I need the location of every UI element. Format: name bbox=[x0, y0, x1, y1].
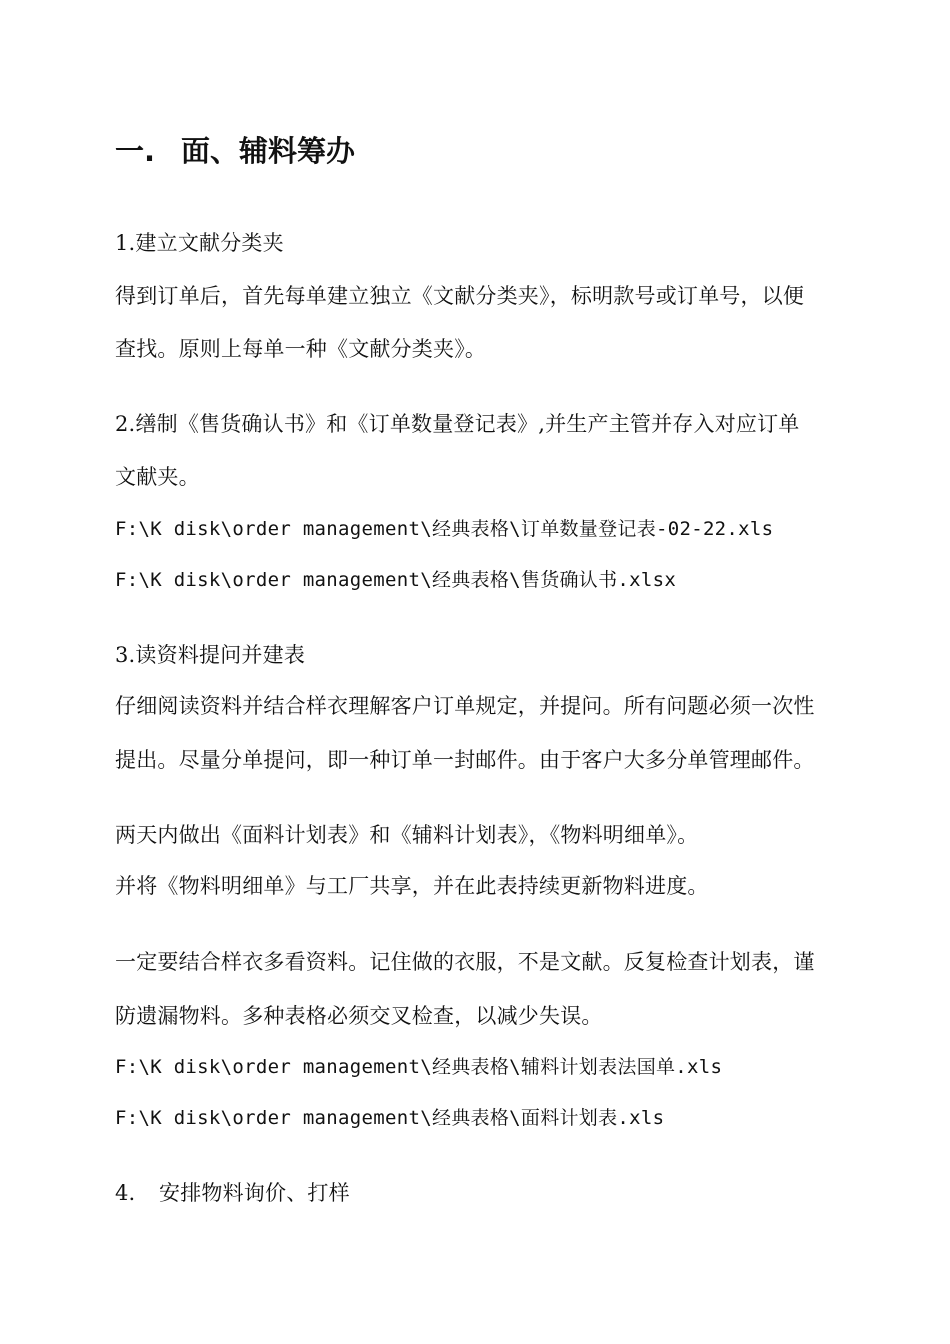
section-4-title bbox=[115, 1179, 350, 1207]
heading-number: 一. bbox=[115, 134, 156, 168]
section-3-paragraph-line-6: 防遗漏物料。多种表格必须交叉检查，以减少失误。 bbox=[115, 1004, 603, 1028]
section-3-paragraph-line-4: 并将《物料明细单》与工厂共享，并在此表持续更新物料进度。 bbox=[115, 874, 709, 898]
section-3-paragraph-line-3: 两天内做出《面料计划表》和《辅料计划表》，《物料明细单》。 bbox=[115, 823, 699, 847]
section-2-file-path-1: F:\K disk\order management\经典表格\订单数量登记表-02-22.xls bbox=[115, 518, 774, 540]
section-3-paragraph-line-5: 一定要结合样衣多看资料。记住做的衣服，不是文献。反复检查计划表，谨 bbox=[115, 950, 815, 974]
section-2-title: 2.缮制《售货确认书》和《订单数量登记表》,并生产主管并存入对应订单 bbox=[115, 412, 800, 436]
heading-title: 面、辅料筹办 bbox=[181, 134, 356, 168]
section-2-paragraph-line-1: 文献夹。 bbox=[115, 465, 200, 489]
section-4-title-text: 安排物料询价、打样 bbox=[159, 1181, 350, 1205]
section-4-number: 4. bbox=[115, 1181, 136, 1205]
section-2-file-path-2: F:\K disk\order management\经典表格\售货确认书.xlsx bbox=[115, 569, 677, 591]
section-1-title: 1.建立文献分类夹 bbox=[115, 231, 284, 255]
section-3-paragraph-line-2: 提出。尽量分单提问，即一种订单一封邮件。由于客户大多分单管理邮件。 bbox=[115, 748, 815, 772]
section-1-paragraph-line-1: 得到订单后，首先每单建立独立《文献分类夹》，标明款号或订单号，以便 bbox=[115, 284, 805, 308]
section-3-title: 3.读资料提问并建表 bbox=[115, 643, 306, 667]
section-3-file-path-2: F:\K disk\order management\经典表格\面料计划表.xls bbox=[115, 1107, 665, 1129]
section-3-paragraph-line-1: 仔细阅读资料并结合样衣理解客户订单规定，并提问。所有问题必须一次性 bbox=[115, 694, 815, 718]
section-1-paragraph-line-2: 查找。原则上每单一种《文献分类夹》。 bbox=[115, 337, 487, 361]
section-3-file-path-1: F:\K disk\order management\经典表格\辅料计划表法国单.xls bbox=[115, 1056, 723, 1078]
section-heading bbox=[115, 132, 355, 170]
